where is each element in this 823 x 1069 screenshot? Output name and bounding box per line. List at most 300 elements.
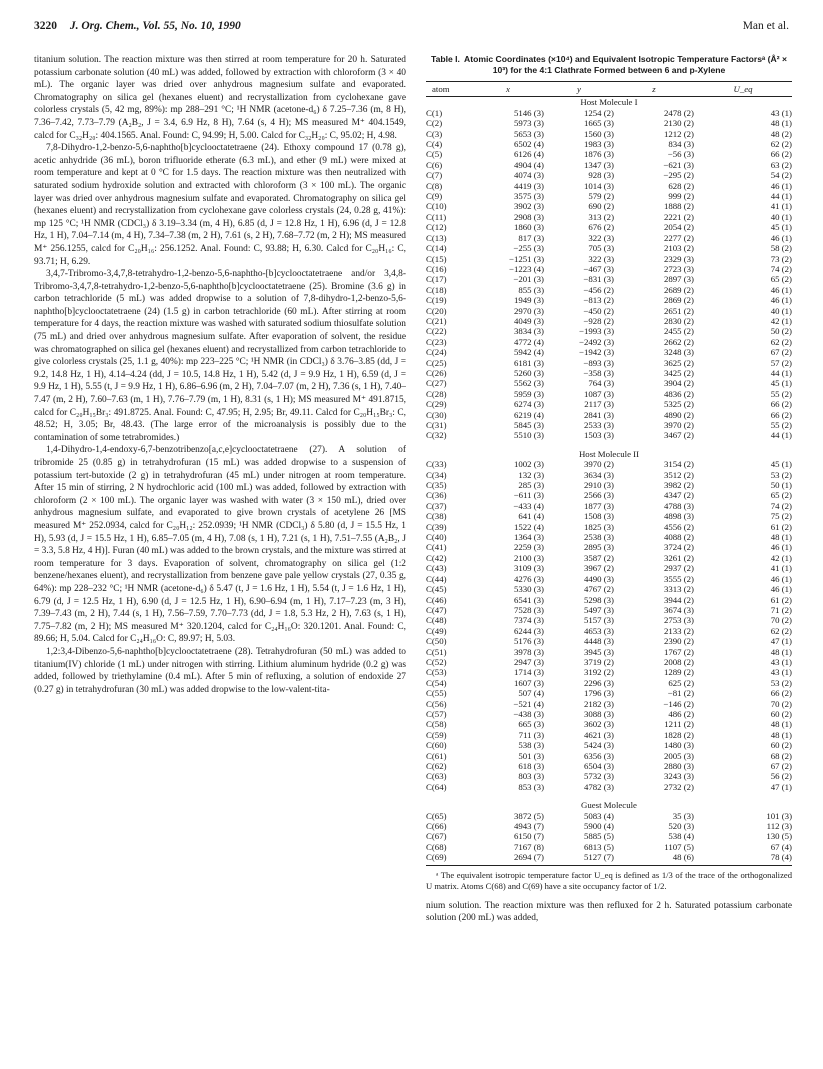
cell-ueq: 67 (2)	[770, 347, 792, 358]
table-row	[426, 480, 792, 490]
table-row	[426, 657, 792, 667]
cell-x: −255 (3)	[513, 243, 544, 254]
table-row	[426, 459, 792, 469]
cell-x: 3978 (3)	[513, 646, 544, 657]
cell-z: 2329 (3)	[663, 253, 694, 264]
table-row	[426, 605, 792, 615]
cell-z: 3555 (2)	[663, 573, 694, 584]
cell-z: 2130 (2)	[663, 118, 694, 129]
cell-x: 618 (3)	[518, 761, 544, 771]
cell-z: 2103 (2)	[663, 243, 694, 254]
cell-ueq: 45 (1)	[770, 378, 792, 389]
cell-y: 6813 (5)	[583, 841, 614, 852]
table-row	[426, 358, 792, 368]
cell-x: 641 (4)	[518, 511, 544, 522]
table-row	[426, 410, 792, 420]
cell-ueq: 60 (2)	[770, 708, 792, 719]
table-title: Atomic Coordinates (×10⁴) and Equivalent Isotropic Temperature Factorsᵃ (Å² × 10³) for the 4:1 Clathrate Formed between 6 and p-Xylene	[464, 54, 788, 75]
cell-atom: C(31)	[426, 420, 447, 430]
cell-atom: C(56)	[426, 698, 447, 709]
cell-y: 2296 (3)	[583, 677, 614, 688]
cell-x: 7374 (3)	[513, 615, 544, 626]
table-row	[426, 688, 792, 698]
cell-z: 520 (3)	[668, 821, 694, 832]
cell-ueq: 62 (2)	[770, 336, 792, 347]
cell-y: 3970 (2)	[583, 459, 614, 470]
cell-ueq: 50 (2)	[770, 326, 792, 337]
cell-atom: C(59)	[426, 729, 447, 740]
cell-z: 3904 (2)	[663, 378, 694, 389]
cell-y: 3634 (3)	[583, 469, 614, 480]
cell-x: 1002 (3)	[513, 459, 544, 470]
cell-ueq: 70 (2)	[770, 698, 792, 709]
cell-z: 1107 (5)	[664, 841, 694, 852]
cell-x: 4904 (4)	[513, 159, 544, 170]
cell-ueq: 41 (1)	[770, 201, 792, 212]
cell-atom: C(66)	[426, 821, 447, 832]
table-row	[426, 821, 792, 831]
cell-ueq: 48 (2)	[770, 128, 792, 139]
cell-ueq: 48 (1)	[770, 729, 792, 740]
cell-ueq: 46 (1)	[770, 584, 792, 595]
cell-y: −456 (2)	[583, 284, 614, 295]
cell-ueq: 48 (1)	[770, 719, 792, 730]
cell-z: 1212 (2)	[663, 128, 694, 139]
header-left	[34, 20, 241, 32]
cell-z: 2830 (2)	[663, 315, 694, 326]
cell-z: 4836 (2)	[663, 388, 694, 399]
table-row	[426, 337, 792, 347]
cell-y: 4490 (3)	[583, 573, 614, 584]
cell-ueq: 46 (1)	[770, 295, 792, 306]
cell-y: 5900 (4)	[583, 821, 614, 832]
cell-ueq: 130 (5)	[766, 831, 792, 842]
cell-x: 803 (3)	[518, 771, 544, 782]
cell-y: 1876 (3)	[583, 149, 614, 160]
cell-z: 1888 (2)	[663, 201, 694, 212]
cell-ueq: 41 (1)	[770, 563, 792, 574]
cell-x: −521 (4)	[513, 698, 544, 709]
cell-z: 1211 (2)	[664, 719, 694, 730]
cell-ueq: 53 (2)	[770, 677, 792, 688]
cell-ueq: 65 (2)	[770, 490, 792, 501]
table-row	[426, 584, 792, 594]
cell-z: 2008 (2)	[663, 656, 694, 667]
cell-z: 5325 (2)	[663, 399, 694, 410]
table-row	[426, 709, 792, 719]
cell-y: 2841 (3)	[583, 409, 614, 420]
table-row	[426, 118, 792, 128]
cell-z: 3724 (2)	[663, 542, 694, 553]
cell-atom: C(8)	[426, 180, 443, 191]
cell-ueq: 46 (1)	[770, 542, 792, 553]
table-header-row	[426, 82, 792, 97]
cell-z: 2005 (3)	[663, 750, 694, 761]
table-row	[426, 347, 792, 357]
cell-z: 4890 (2)	[663, 409, 694, 420]
col-header-atom: atom	[426, 82, 472, 97]
cell-z: −295 (2)	[663, 170, 694, 181]
cell-x: 5845 (3)	[513, 420, 544, 430]
table-row	[426, 678, 792, 688]
cell-y: 5298 (3)	[583, 594, 614, 605]
cell-atom: C(33)	[426, 459, 447, 470]
group-label: Host Molecule I	[580, 97, 638, 108]
cell-atom: C(24)	[426, 347, 447, 358]
table-row	[426, 368, 792, 378]
group-label: Host Molecule II	[578, 448, 640, 459]
cell-atom: C(9)	[426, 191, 443, 202]
cell-ueq: 61 (2)	[770, 594, 792, 605]
cell-y: −813 (2)	[583, 295, 614, 306]
cell-ueq: 47 (1)	[770, 781, 792, 792]
cell-y: −467 (3)	[583, 263, 614, 274]
cell-x: 4772 (4)	[513, 336, 544, 347]
cell-atom: C(17)	[426, 274, 447, 285]
cell-y: 313 (2)	[588, 211, 614, 222]
cell-atom: C(52)	[426, 656, 447, 667]
cell-ueq: 43 (1)	[770, 656, 792, 667]
cell-ueq: 62 (2)	[770, 139, 792, 150]
cell-atom: C(32)	[426, 430, 447, 441]
cell-z: 1767 (2)	[663, 646, 694, 657]
table-row	[426, 420, 792, 430]
cell-x: 1607 (3)	[513, 677, 544, 688]
cell-x: 5562 (3)	[513, 378, 544, 389]
cell-ueq: 66 (2)	[770, 149, 792, 160]
cell-atom: C(29)	[426, 399, 447, 410]
cell-x: 2100 (3)	[513, 552, 544, 563]
cell-ueq: 54 (2)	[770, 170, 792, 181]
table-row	[426, 761, 792, 771]
cell-ueq: 55 (2)	[770, 420, 792, 430]
cell-atom: C(35)	[426, 480, 447, 491]
cell-atom: C(7)	[426, 170, 443, 181]
cell-y: 764 (3)	[588, 378, 614, 389]
table-row	[426, 699, 792, 709]
cell-ueq: 40 (1)	[770, 305, 792, 316]
cell-x: 3872 (5)	[513, 810, 544, 821]
cell-atom: C(38)	[426, 511, 447, 522]
cell-atom: C(57)	[426, 708, 447, 719]
cell-atom: C(50)	[426, 636, 447, 647]
cell-ueq: 46 (1)	[770, 573, 792, 584]
cell-y: 4782 (3)	[583, 781, 614, 792]
cell-y: −1942 (3)	[578, 347, 614, 358]
cell-x: 5942 (4)	[513, 347, 544, 358]
cell-atom: C(2)	[426, 118, 443, 129]
table-row	[426, 852, 792, 865]
cell-atom: C(62)	[426, 761, 447, 771]
cell-z: 2054 (2)	[663, 222, 694, 233]
cell-x: 817 (3)	[518, 232, 544, 243]
cell-ueq: 74 (2)	[770, 500, 792, 511]
cell-y: 6356 (3)	[583, 750, 614, 761]
cell-ueq: 74 (2)	[770, 263, 792, 274]
cell-x: 2259 (3)	[513, 542, 544, 553]
table-row	[426, 170, 792, 180]
table-row	[426, 378, 792, 388]
cell-y: −1993 (3)	[578, 326, 614, 337]
cell-z: 2880 (3)	[663, 761, 694, 771]
cell-z: 3970 (2)	[663, 420, 694, 430]
table-row	[426, 233, 792, 243]
cell-x: 5973 (3)	[513, 118, 544, 129]
cell-y: −450 (2)	[583, 305, 614, 316]
cell-x: 6150 (7)	[513, 831, 544, 842]
cell-x: 5176 (3)	[513, 636, 544, 647]
cell-z: 3243 (3)	[663, 771, 694, 782]
cell-y: 5885 (5)	[583, 831, 614, 842]
cell-x: 132 (3)	[518, 469, 544, 480]
cell-x: 5146 (3)	[513, 107, 544, 118]
table-row	[426, 160, 792, 170]
cell-z: 3261 (2)	[663, 552, 694, 563]
table-row	[426, 636, 792, 646]
cell-atom: C(69)	[426, 852, 472, 865]
cell-ueq: 65 (2)	[770, 274, 792, 285]
cell-ueq: 53 (2)	[770, 469, 792, 480]
table-body	[426, 97, 792, 865]
cell-y: 5424 (3)	[583, 740, 614, 751]
cell-atom: C(21)	[426, 315, 447, 326]
cell-atom: C(26)	[426, 367, 447, 378]
cell-x: 4276 (3)	[513, 573, 544, 584]
table-row	[426, 389, 792, 399]
paragraph: 1,2:3,4-Dibenzo-5,6-naphtho[b]cyclooctatetraene (28). Tetrahydrofuran (50 mL) was added to titanium(IV) chloride (1 mL) under nitrogen with stirring. Lithium aluminum hydride (0.2 g) was added, followed by triethylamine (0.4 mL). After 5 min of refluxing, a solution of endoxide 27 (0.27 g) in tetrahydrofuran (30 mL) was added dropwise to the low-valent-tita-	[34, 646, 406, 695]
cell-y: 3719 (2)	[583, 656, 614, 667]
cell-z: 3625 (2)	[663, 357, 694, 368]
cell-z: 3425 (2)	[663, 367, 694, 378]
cell-x: 5330 (3)	[513, 584, 544, 595]
cell-z: 3154 (2)	[663, 459, 694, 470]
cell-ueq: 60 (2)	[770, 740, 792, 751]
cell-y: 322 (3)	[588, 232, 614, 243]
table-row	[426, 522, 792, 532]
cell-ueq: 47 (1)	[770, 636, 792, 647]
cell-atom: C(40)	[426, 532, 447, 543]
cell-atom: C(68)	[426, 841, 447, 852]
cell-z: 2221 (2)	[663, 211, 694, 222]
paragraph: 1,4-Dihydro-1,4-endoxy-6,7-benzotribenzo[a,c,e]cyclooctatetraene (27). A solution of tribromide 25 (0.85 g) in tetrahydrofuran (15 mL) was added dropwise to a suspension of potassium tert-butoxide (2 g) in tetrahydrofuran (45 mL) under nitrogen at room temperature. After 15 min of stirring, 2 N hydrochloric acid (100 mL) was added, followed by extraction with chloroform (2 × 100 mL). The organic layer was washed with water (3 × 150 mL), dried over anhydrous magnesium sulfate, and evaporated to give brown crystals of acetylene 26 [MS measured M⁺ 252.0934, calcd for C₂₀H₁₂: 252.0939; ¹H NMR (CDCl₃) δ 5.80 (d, J = 15.5 Hz, 1 H), 5.93 (d, J = 15.5 Hz, 1 H), 6.85–7.05 (m, 4 H), 7.08 (s, 1 H), 7.21 (s, 1 H), 7.51–7.55 (A₂B₂, J = 3.3, 5.8 Hz, 4 H)]. Furan (40 mL) was added to the brown crystals, and the mixture was stirred at room temperature for 3 days. Evaporation of solvent, chromatography on silica gel (1:2 benzene/hexanes eluent), and recrystallization from benzene gave pale yellow crystals (27, 0.35 g, 64%): mp 228–232 °C; ¹H NMR (acetone-d₆) δ 5.47 (t, J = 1.6 Hz, 1 H), 5.54 (t, J = 1.6 Hz, 1 H), 6.79 (d, J = 12.5 Hz, 1 H), 6.90 (d, J = 12.5 Hz, 1 H), 6.90–6.94 (m, 1 H), 7.17–7.23 (m, 3 H), 7.39–7.43 (m, 2 H), 7.44 (s, 1 H), 7.56–7.59, 7.70–7.73 (dd, J = 1.8, 5.3 Hz, 2 H), 7.63 (s, 1 H), 7.75–7.82 (m, 2 H); MS measured M⁺ 320.1204, calcd for C₂₄H₁₆O: 320.1201. Anal. Found: C, 89.66; H, 5.04. Calcd for C₂₄H₁₆O: C, 89.97; H, 5.03.	[34, 445, 406, 645]
cell-y: 3192 (2)	[583, 667, 614, 678]
cell-y: 2533 (3)	[583, 420, 614, 430]
cell-z: 3313 (2)	[663, 584, 694, 595]
table-caption	[426, 54, 792, 76]
cell-x: 1949 (3)	[513, 295, 544, 306]
cell-atom: C(14)	[426, 243, 447, 254]
col-header-ueq: U_eq	[694, 82, 792, 97]
cell-x: 1522 (4)	[513, 521, 544, 532]
cell-ueq: 43 (1)	[770, 667, 792, 678]
cell-ueq: 45 (1)	[770, 459, 792, 470]
cell-x: 2970 (3)	[513, 305, 544, 316]
cell-y: 2910 (3)	[583, 480, 614, 491]
cell-z: 2478 (2)	[663, 107, 694, 118]
cell-ueq: 48 (1)	[770, 646, 792, 657]
cell-atom: C(10)	[426, 201, 447, 212]
cell-atom: C(20)	[426, 305, 447, 316]
paragraph: 7,8-Dihydro-1,2-benzo-5,6-naphtho[b]cyclooctatetraene (24). Ethoxy compound 17 (0.78 g), acetic anhydride (36 mL), boron trifluoride etherate (6.3 mL), and ether (9 mL) were mixed at room temperature and kept at 0 °C for 1.5 days. The reaction mixture was then neutralized with saturated sodium hydroxide solution and extracted with chloroform (3 × 100 mL). The organic layer was dried over anhydrous magnesium sulfate and evaporated. Chromatography on silica gel (hexanes eluent) and recrystallization from cyclohexane gave colorless crystals (24, 0.28 g, 41%): mp 125 °C; ¹H NMR (CDCl₃) δ 3.19–3.34 (m, 4 H), 6.85 (d, J = 12.8 Hz, 1 H), 6.96 (d, J = 12.8 Hz, 1 H), 7.04–7.14 (m, 4 H), 7.34–7.38 (m, 2 H), 7.61 (s, 2 H), 7.68–7.72 (m, 2 H); MS measured M⁺ 256.1255, calcd for C₂₀H₁₆: 256.1252. Anal. Found: C, 93.88; H, 6.30. Calcd for C₂₀H₁₆: C, 93.71; H, 6.29.	[34, 143, 406, 267]
running-header	[34, 20, 789, 36]
table-row	[426, 667, 792, 677]
table-row	[426, 782, 792, 792]
cell-atom: C(1)	[426, 107, 443, 118]
cell-atom: C(42)	[426, 552, 447, 563]
table-row	[426, 326, 792, 336]
cell-atom: C(4)	[426, 139, 443, 150]
cell-ueq: 73 (2)	[770, 253, 792, 264]
cell-y: 705 (3)	[588, 243, 614, 254]
cell-y: 3587 (2)	[583, 552, 614, 563]
table-row	[426, 254, 792, 264]
cell-atom: C(18)	[426, 284, 447, 295]
cell-y: 3945 (3)	[583, 646, 614, 657]
cell-x: 3902 (3)	[513, 201, 544, 212]
cell-y: 1983 (3)	[583, 139, 614, 150]
cell-atom: C(27)	[426, 378, 447, 389]
cell-z: 1289 (2)	[663, 667, 694, 678]
cell-y: −831 (3)	[583, 274, 614, 285]
cell-y: 3088 (3)	[583, 708, 614, 719]
cell-y: −2492 (3)	[578, 336, 614, 347]
cell-x: 6274 (3)	[513, 399, 544, 410]
cell-y: 1503 (3)	[583, 430, 614, 441]
cell-y: 4767 (2)	[583, 584, 614, 595]
cell-z: 1828 (2)	[663, 729, 694, 740]
table-row	[426, 511, 792, 521]
cell-x: 5653 (3)	[513, 128, 544, 139]
cell-atom: C(28)	[426, 388, 447, 399]
table-row	[426, 501, 792, 511]
cell-z: −81 (2)	[667, 688, 694, 699]
col-header-x: x	[472, 82, 544, 97]
cell-x: 3834 (3)	[513, 326, 544, 337]
cell-x: 2908 (3)	[513, 211, 544, 222]
cell-x: 6181 (3)	[513, 357, 544, 368]
cell-atom: C(61)	[426, 750, 447, 761]
cell-ueq: 58 (2)	[770, 243, 792, 254]
cell-atom: C(53)	[426, 667, 447, 678]
cell-y: 1796 (3)	[583, 688, 614, 699]
table-row	[426, 212, 792, 222]
cell-atom: C(3)	[426, 128, 443, 139]
cell-x: 853 (3)	[518, 781, 544, 792]
group-label: Guest Molecule	[581, 800, 637, 811]
cell-y: −893 (3)	[583, 357, 614, 368]
table-row	[426, 811, 792, 821]
table-row	[426, 626, 792, 636]
cell-x: −433 (4)	[513, 500, 544, 511]
cell-y: 579 (2)	[588, 191, 614, 202]
cell-z: 2937 (2)	[663, 563, 694, 574]
cell-z: 2869 (2)	[663, 295, 694, 306]
cell-x: 2694 (7)	[472, 852, 544, 865]
cell-z: 625 (2)	[668, 677, 694, 688]
cell-x: 4074 (3)	[513, 170, 544, 181]
cell-ueq: 75 (2)	[770, 511, 792, 522]
cell-z: 3467 (2)	[663, 430, 694, 441]
cell-atom: C(19)	[426, 295, 447, 306]
cell-ueq: 44 (1)	[770, 191, 792, 202]
cell-x: 855 (3)	[518, 284, 544, 295]
col-header-y: y	[544, 82, 614, 97]
cell-y: 1087 (3)	[583, 388, 614, 399]
table-row	[426, 751, 792, 761]
table-row	[426, 399, 792, 409]
cell-x: 3575 (3)	[513, 191, 544, 202]
cell-ueq: 61 (2)	[770, 521, 792, 532]
cell-z: 2133 (2)	[663, 625, 694, 636]
table-number: Table I.	[430, 54, 460, 64]
table-row	[426, 149, 792, 159]
cell-z: 2897 (3)	[663, 274, 694, 285]
cell-atom: C(58)	[426, 719, 447, 730]
cell-z: 628 (2)	[668, 180, 694, 191]
cell-ueq: 55 (2)	[770, 388, 792, 399]
cell-ueq: 48 (1)	[770, 532, 792, 543]
cell-z: 538 (4)	[668, 831, 694, 842]
cell-z: 2662 (2)	[663, 336, 694, 347]
continuation-text: nium solution. The reaction mixture was then refluxed for 2 h. Saturated potassium carbonate solution (200 mL) was added,	[426, 900, 792, 924]
cell-z: 1480 (3)	[663, 740, 694, 751]
cell-y: 2895 (3)	[583, 542, 614, 553]
page-number: 3220	[34, 20, 57, 32]
table-row	[426, 595, 792, 605]
table-row	[426, 740, 792, 750]
table-row	[426, 553, 792, 563]
cell-y: 2182 (3)	[583, 698, 614, 709]
cell-y: 690 (2)	[588, 201, 614, 212]
cell-atom: C(54)	[426, 677, 447, 688]
cell-y: 322 (3)	[588, 253, 614, 264]
cell-atom: C(13)	[426, 232, 447, 243]
right-column	[426, 54, 792, 925]
cell-x: 4049 (3)	[513, 315, 544, 326]
cell-z: 486 (2)	[668, 708, 694, 719]
cell-ueq: 50 (1)	[770, 480, 792, 491]
table-row	[426, 181, 792, 191]
cell-atom: C(55)	[426, 688, 447, 699]
cell-y: 2117 (3)	[584, 399, 614, 410]
cell-ueq: 46 (1)	[770, 232, 792, 243]
cell-atom: C(34)	[426, 469, 447, 480]
cell-z: 4788 (3)	[663, 500, 694, 511]
cell-ueq: 40 (1)	[770, 211, 792, 222]
cell-z: 3674 (3)	[663, 604, 694, 615]
cell-x: 5260 (3)	[513, 367, 544, 378]
cell-y: 4653 (3)	[583, 625, 614, 636]
cell-y: 3602 (3)	[583, 719, 614, 730]
cell-x: 4943 (7)	[513, 821, 544, 832]
cell-atom: C(51)	[426, 646, 447, 657]
table-row	[426, 842, 792, 852]
cell-z: 4898 (3)	[663, 511, 694, 522]
cell-atom: C(16)	[426, 263, 447, 274]
cell-atom: C(43)	[426, 563, 447, 574]
cell-z: 3944 (2)	[663, 594, 694, 605]
cell-x: −1251 (3)	[508, 253, 544, 264]
cell-z: 2390 (2)	[663, 636, 694, 647]
cell-x: −438 (3)	[513, 708, 544, 719]
cell-y: 4448 (3)	[583, 636, 614, 647]
cell-x: 5959 (3)	[513, 388, 544, 399]
cell-y: 5157 (3)	[583, 615, 614, 626]
cell-x: 4419 (3)	[513, 180, 544, 191]
cell-y: 1825 (3)	[583, 521, 614, 532]
cell-y: 2566 (3)	[583, 490, 614, 501]
group-header-row	[426, 800, 792, 810]
